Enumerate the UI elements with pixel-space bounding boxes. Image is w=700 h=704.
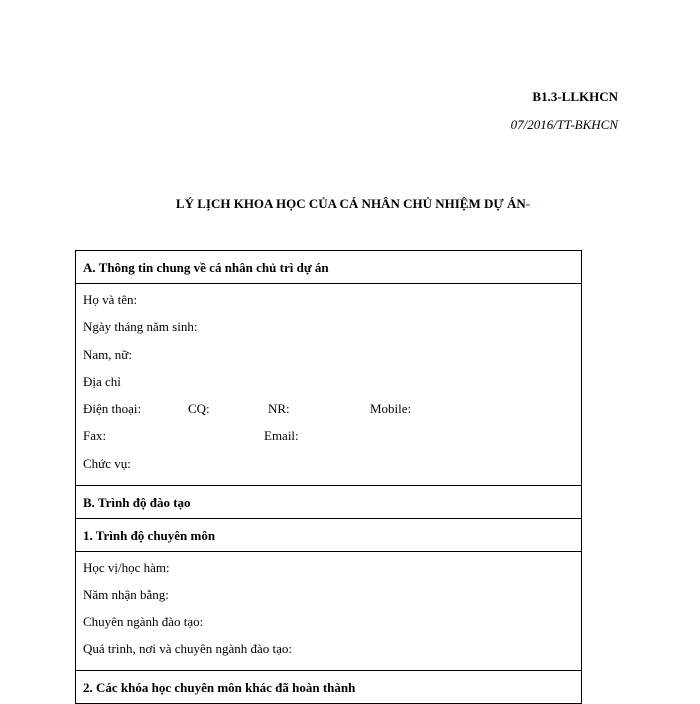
section-a-heading: A. Thông tin chung về cá nhân chủ trì dự án xyxy=(76,251,581,284)
full-name-field[interactable] xyxy=(83,291,581,318)
email-field[interactable]: Email: xyxy=(264,428,299,444)
fax-email-row xyxy=(83,427,581,454)
form-code: B1.3-LLKHCN xyxy=(532,89,618,104)
training-process-label: Quá trình, nơi và chuyên ngành đào tạo: xyxy=(83,641,293,657)
gender-label: Nam, nữ: xyxy=(83,346,132,362)
document-title xyxy=(0,196,700,212)
position-field[interactable] xyxy=(83,455,581,482)
fax-field[interactable]: Fax: xyxy=(83,428,107,444)
degree-label: Học vị/học hàm: xyxy=(83,560,170,576)
phone-row xyxy=(83,400,581,427)
phone-mobile-field[interactable]: Mobile: xyxy=(370,401,412,417)
section-a-fields xyxy=(76,284,581,486)
document-title-text: LÝ LỊCH KHOA HỌC CỦA CÁ NHÂN CHỦ NHIỆM DỰ ÁN xyxy=(175,196,526,211)
dob-field[interactable] xyxy=(83,318,581,345)
degree-field[interactable] xyxy=(83,559,581,586)
section-b1-fields xyxy=(76,552,581,671)
address-field[interactable] xyxy=(83,373,581,400)
major-field[interactable] xyxy=(83,613,581,640)
cv-form-table xyxy=(75,250,582,704)
circular-reference: 07/2016/TT-BKHCN xyxy=(510,117,618,132)
address-label: Địa chỉ xyxy=(83,373,121,389)
phone-home-field[interactable]: NR: xyxy=(268,401,290,417)
position-label: Chức vụ: xyxy=(83,455,131,471)
degree-year-label: Năm nhận bằng: xyxy=(83,587,169,603)
section-b-heading: B. Trình độ đào tạo xyxy=(76,486,581,519)
phone-label: Điện thoại: xyxy=(83,401,142,417)
section-b2-heading: 2. Các khóa học chuyên môn khác đã hoàn thành xyxy=(76,671,581,704)
section-b1-heading: 1. Trình độ chuyên môn xyxy=(76,519,581,552)
training-process-field[interactable] xyxy=(83,640,581,667)
dob-label: Ngày tháng năm sinh: xyxy=(83,319,198,335)
degree-year-field[interactable] xyxy=(83,586,581,613)
title-edit-mark: - xyxy=(525,196,531,211)
gender-field[interactable] xyxy=(83,346,581,373)
phone-office-field[interactable]: CQ: xyxy=(188,401,210,417)
full-name-label: Họ và tên: xyxy=(83,292,138,307)
major-label: Chuyên ngành đào tạo: xyxy=(83,614,204,630)
